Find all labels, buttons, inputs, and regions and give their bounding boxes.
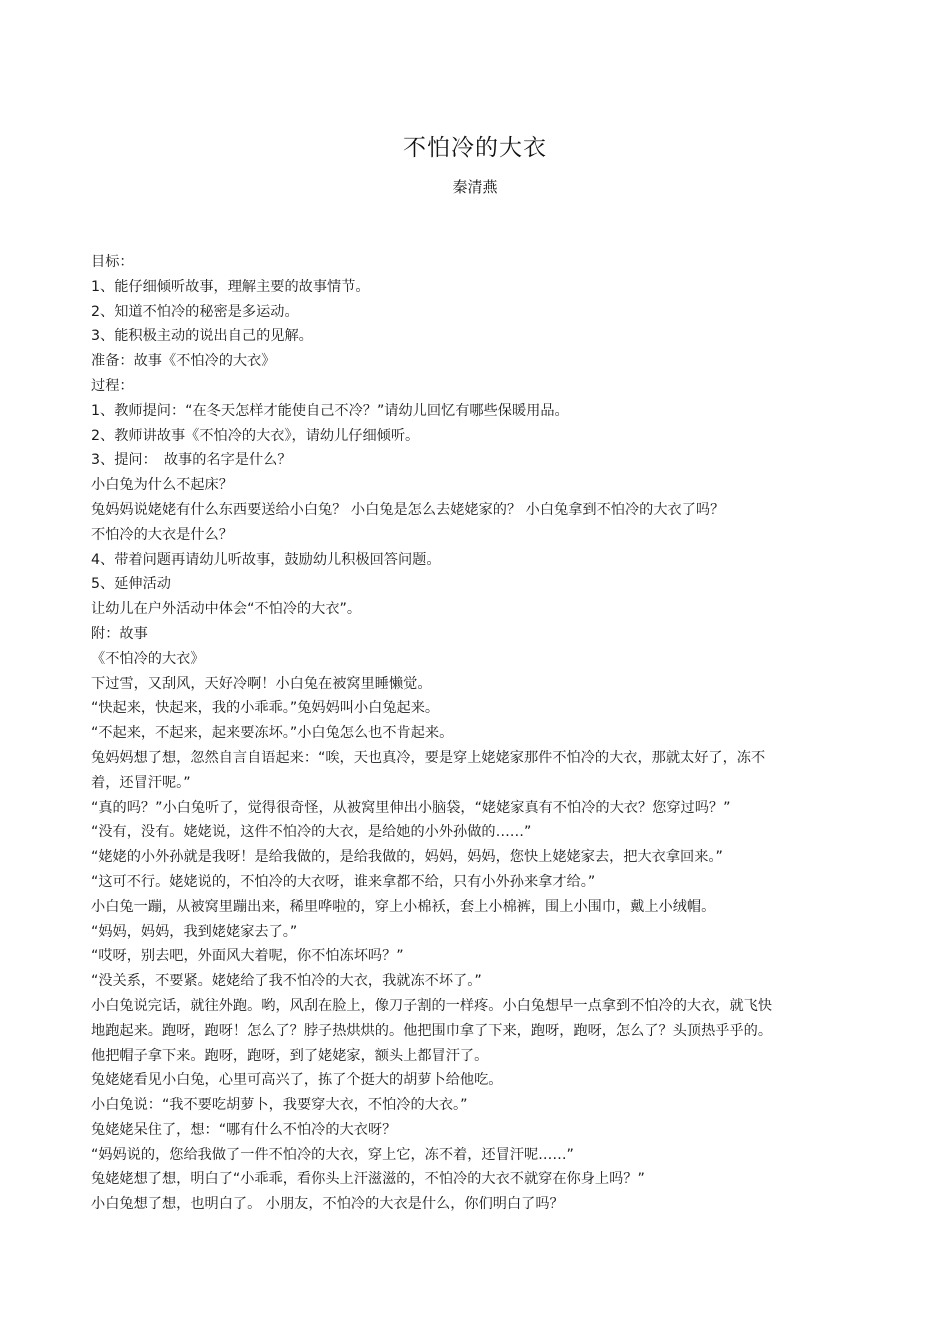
text-line: 小白兔说：“我不要吃胡萝卜，我要穿大衣，不怕冷的大衣。”	[91, 1097, 468, 1114]
text-line: 兔妈妈说姥姥有什么东西要送给小白兔？ 小白兔是怎么去姥姥家的？ 小白兔拿到不怕冷的大衣了吗？	[91, 501, 725, 518]
text-line: “快起来，快起来，我的小乖乖。”兔妈妈叫小白兔起来。	[91, 700, 440, 717]
text-line: “妈妈，妈妈，我到姥姥家去了。”	[91, 923, 298, 940]
text-line: 准备：故事《不怕冷的大衣》	[91, 353, 276, 370]
text-line: “没有，没有。姥姥说，这件不怕冷的大衣，是给她的小外孙做的……”	[91, 824, 532, 841]
text-line: 兔姥姥想了想，明白了“小乖乖，看你头上汗滋滋的，不怕冷的大衣不就穿在你身上吗？”	[91, 1171, 645, 1188]
text-line: 附：故事	[91, 625, 148, 642]
text-line: 让幼儿在户外活动中体会“不怕冷的大衣”。	[91, 601, 362, 618]
text-line: 3、能积极主动的说出自己的见解。	[91, 328, 313, 345]
text-line: “真的吗？”小白兔听了，觉得很奇怪，从被窝里伸出小脑袋，“姥姥家真有不怕冷的大衣？您穿过吗？”	[91, 799, 731, 816]
document-body	[91, 250, 866, 1217]
text-line: 小白兔为什么不起床？	[91, 477, 233, 494]
text-line: “没关系，不要紧。姥姥给了我不怕冷的大衣，我就冻不坏了。”	[91, 973, 482, 990]
text-line: “不起来，不起来，起来要冻坏。”小白兔怎么也不肯起来。	[91, 725, 454, 742]
text-line: 小白兔说完话，就往外跑。哟，风刮在脸上，像刀子割的一样疼。小白兔想早一点拿到不怕冷的大衣，就飞快	[91, 997, 773, 1014]
text-line: 不怕冷的大衣是什么？	[91, 526, 233, 543]
document-title: 不怕冷的大衣	[403, 135, 547, 161]
text-line: 过程：	[91, 377, 134, 394]
text-line: 兔姥姥呆住了，想：“哪有什么不怕冷的大衣呀？	[91, 1121, 397, 1138]
text-line: 3、提问： 故事的名字是什么？	[91, 452, 292, 469]
text-line: 1、教师提问：“在冬天怎样才能使自己不冷？”请幼儿回忆有哪些保暖用品。	[91, 402, 569, 419]
text-line: 兔妈妈想了想，忽然自言自语起来：“唉，天也真冷，要是穿上姥姥家那件不怕冷的大衣，那就太好了，冻不	[91, 749, 766, 766]
text-line: 下过雪，又刮风，天好冷啊！小白兔在被窝里睡懒觉。	[91, 675, 432, 692]
text-line: 小白兔想了想，也明白了。 小朋友，不怕冷的大衣是什么，你们明白了吗？	[91, 1196, 564, 1213]
text-line: 《不怕冷的大衣》	[91, 650, 205, 667]
text-line: “妈妈说的，您给我做了一件不怕冷的大衣，穿上它，冻不着，还冒汗呢……”	[91, 1146, 574, 1163]
text-line: “姥姥的小外孙就是我呀！是给我做的，是给我做的，妈妈，妈妈，您快上姥姥家去，把大衣拿回来。”	[91, 849, 723, 866]
text-line: 着，还冒汗呢。”	[91, 774, 191, 791]
text-line: 目标：	[91, 254, 134, 270]
text-line: 兔姥姥看见小白兔，心里可高兴了，拣了个挺大的胡萝卜给他吃。	[91, 1072, 503, 1089]
text-line: 4、带着问题再请幼儿听故事，鼓励幼儿积极回答问题。	[91, 551, 441, 568]
text-line: “哎呀，别去吧，外面风大着呢，你不怕冻坏吗？”	[91, 948, 404, 965]
document-author: 秦清燕	[452, 178, 498, 196]
text-line: 2、知道不怕冷的秘密是多运动。	[91, 303, 299, 320]
text-line: 5、延伸活动	[91, 576, 171, 593]
text-line: 小白兔一蹦，从被窝里蹦出来，稀里哗啦的，穿上小棉袄，套上小棉裤，围上小围巾，戴上小绒帽。	[91, 898, 716, 915]
text-line: 1、能仔细倾听故事，理解主要的故事情节。	[91, 278, 370, 295]
text-line: “这可不行。姥姥说的，不怕冷的大衣呀，谁来拿都不给，只有小外孙来拿才给。”	[91, 873, 596, 890]
text-line: 地跑起来。跑呀，跑呀！怎么了？脖子热烘烘的。他把围巾拿了下来，跑呀，跑呀，怎么了？头顶热乎乎的。	[91, 1022, 773, 1039]
text-line: 2、教师讲故事《不怕冷的大衣》，请幼儿仔细倾听。	[91, 427, 420, 444]
text-line: 他把帽子拿下来。跑呀，跑呀，到了姥姥家，额头上都冒汗了。	[91, 1047, 489, 1064]
